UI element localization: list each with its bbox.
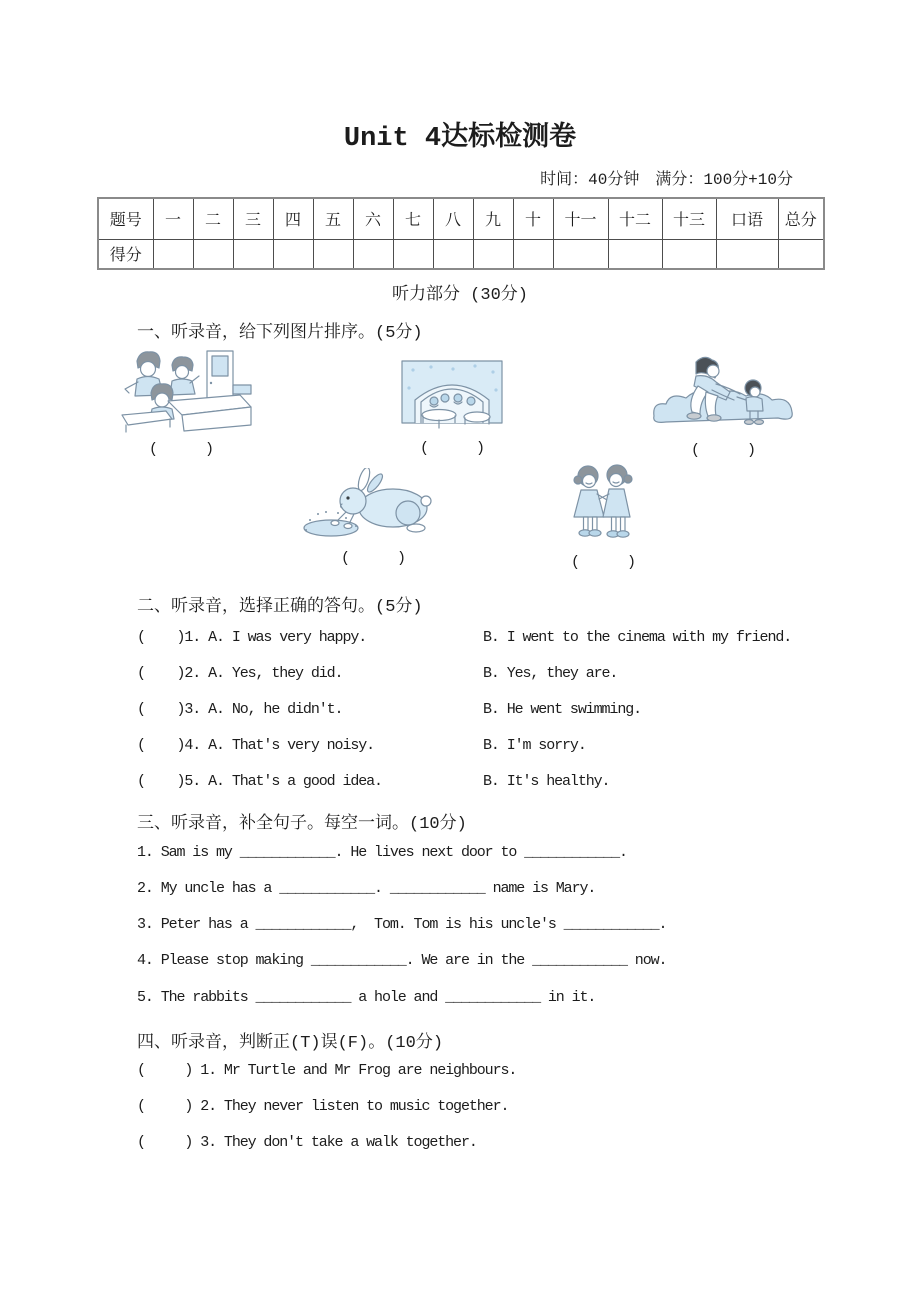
score-table: [97, 197, 825, 270]
fill-blank-sentence: 3. Peter has a ____________, Tom. Tom is his uncle's ____________.: [137, 916, 667, 933]
score-cell-empty: [153, 239, 193, 269]
picture-item-restaurant: [401, 360, 503, 457]
answer-parentheses: ( ): [419, 440, 484, 457]
score-table-header-cell: 十三: [662, 198, 716, 239]
score-cell-empty: [513, 239, 553, 269]
section4-heading: 四、听录音，判断正(T)误(F)。(10分): [137, 1034, 444, 1053]
score-table-header-cell: 八: [433, 198, 473, 239]
score-cell-empty: [353, 239, 393, 269]
score-row-label: 得分: [98, 239, 153, 269]
fill-blank-sentence: 4. Please stop making ____________. We are in the ____________ now.: [137, 952, 667, 969]
choice-question-option-a: ( )3. A. No, he didn't.: [137, 701, 343, 718]
choice-question-option-b: B. He went swimming.: [483, 701, 642, 718]
section3-heading: 三、听录音，补全句子。每空一词。(10分): [137, 815, 467, 834]
exam-title: Unit 4达标检测卷: [343, 124, 577, 154]
classroom-image: [110, 349, 252, 433]
score-table-header-cell: 十一: [553, 198, 608, 239]
section2-heading: 二、听录音，选择正确的答句。(5分): [137, 598, 423, 617]
score-cell-empty: [716, 239, 778, 269]
score-cell-empty: [193, 239, 233, 269]
score-table-header-cell: 总分: [778, 198, 824, 239]
score-table-header-row: [98, 198, 824, 239]
score-cell-empty: [433, 239, 473, 269]
score-table-header-cell: 七: [393, 198, 433, 239]
score-cell-empty: [273, 239, 313, 269]
score-cell-empty: [473, 239, 513, 269]
restaurant-image: [401, 360, 503, 432]
section1-heading: 一、听录音，给下列图片排序。(5分): [137, 324, 423, 343]
score-table-header-cell: 九: [473, 198, 513, 239]
score-cell-empty: [233, 239, 273, 269]
score-table-header-cell: 六: [353, 198, 393, 239]
answer-parentheses: ( ): [340, 550, 405, 567]
score-cell-empty: [313, 239, 353, 269]
score-table-header-cell: 题号: [98, 198, 153, 239]
answer-parentheses: ( ): [690, 442, 755, 459]
choice-question-option-a: ( )2. A. Yes, they did.: [137, 665, 343, 682]
answer-parentheses: ( ): [148, 441, 213, 458]
time-score-info: 时间：40分钟 满分：100分+10分: [540, 171, 793, 189]
choice-question-option-b: B. Yes, they are.: [483, 665, 618, 682]
score-table-header-cell: 五: [313, 198, 353, 239]
picture-item-park: [650, 352, 796, 459]
true-false-statement: ( ) 2. They never listen to music together.: [137, 1098, 509, 1115]
choice-question-option-b: B. It's healthy.: [483, 773, 610, 790]
score-table-header-cell: 二: [193, 198, 233, 239]
true-false-statement: ( ) 3. They don't take a walk together.: [137, 1134, 477, 1151]
choice-question-option-a: ( )4. A. That's very noisy.: [137, 737, 375, 754]
choice-question-option-a: ( )5. A. That's a good idea.: [137, 773, 382, 790]
two-girls-image: [566, 460, 640, 546]
fill-blank-sentence: 1. Sam is my ____________. He lives next door to ____________.: [137, 844, 627, 861]
mother-and-child-image: [650, 352, 796, 434]
rabbit-digging-image: [298, 468, 448, 542]
picture-item-classroom: [110, 349, 252, 458]
score-cell-empty: [662, 239, 716, 269]
fill-blank-sentence: 5. The rabbits ____________ a hole and ____________ in it.: [137, 989, 596, 1006]
picture-item-rabbit: [298, 468, 448, 567]
score-table-header-cell: 一: [153, 198, 193, 239]
score-table-score-row: [98, 239, 824, 269]
true-false-statement: ( ) 1. Mr Turtle and Mr Frog are neighbours.: [137, 1062, 517, 1079]
fill-blank-sentence: 2. My uncle has a ____________. ____________ name is Mary.: [137, 880, 596, 897]
score-cell-empty: [608, 239, 662, 269]
score-cell-empty: [778, 239, 824, 269]
score-cell-empty: [553, 239, 608, 269]
answer-parentheses: ( ): [570, 554, 635, 571]
score-cell-empty: [393, 239, 433, 269]
score-table-header-cell: 四: [273, 198, 313, 239]
picture-item-girls: [566, 460, 640, 571]
choice-question-option-a: ( )1. A. I was very happy.: [137, 629, 367, 646]
score-table-header-cell: 三: [233, 198, 273, 239]
choice-question-option-b: B. I'm sorry.: [483, 737, 586, 754]
score-table-header-cell: 口语: [716, 198, 778, 239]
score-table-header-cell: 十: [513, 198, 553, 239]
choice-question-option-b: B. I went to the cinema with my friend.: [483, 629, 792, 646]
listening-part-heading: 听力部分 (30分): [391, 286, 528, 305]
score-table-header-cell: 十二: [608, 198, 662, 239]
